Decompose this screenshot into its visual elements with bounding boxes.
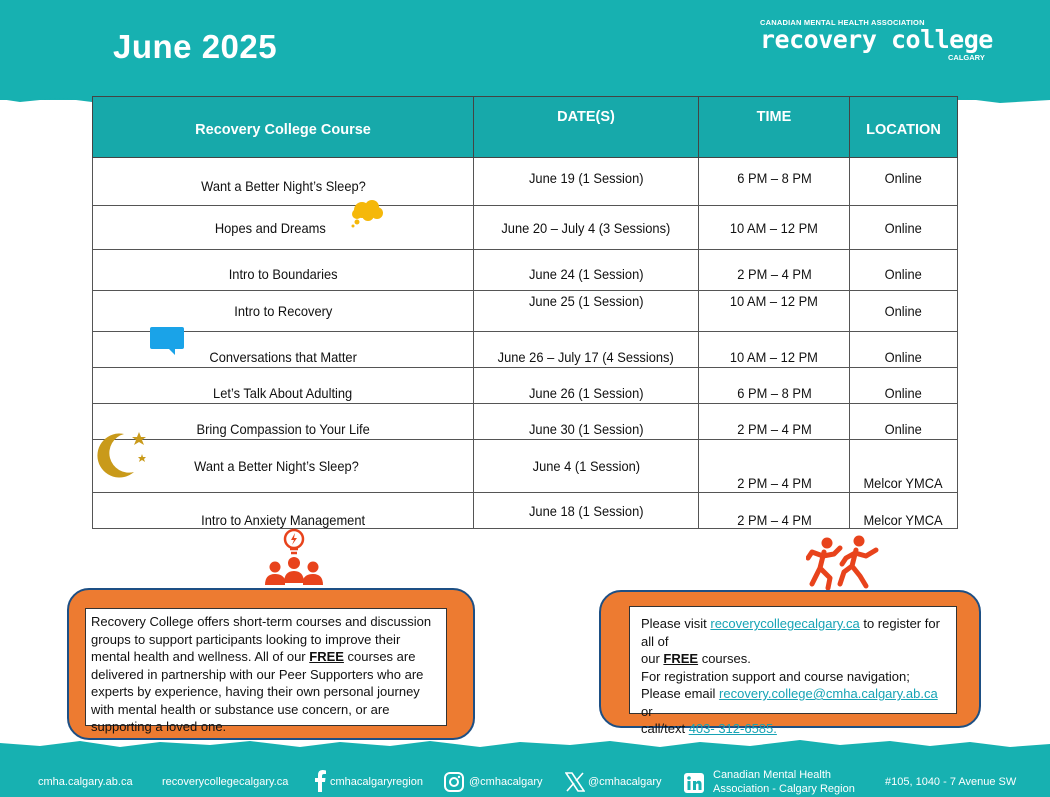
torn-edge-bottom: [0, 738, 1050, 754]
course-name: Want a Better Night’s Sleep?: [200, 177, 366, 194]
course-time: 6 PM – 8 PM: [736, 170, 812, 186]
header-dates: DATE(S): [474, 97, 699, 158]
dancing-people-icon: [806, 534, 880, 590]
course-time: 2 PM – 4 PM: [736, 512, 812, 528]
linkedin-icon[interactable]: [684, 773, 704, 793]
course-dates: June 30 (1 Session): [528, 420, 644, 437]
free-label: FREE: [309, 649, 344, 664]
course-dates: June 4 (1 Session): [532, 458, 640, 474]
page-title: June 2025: [113, 28, 278, 65]
about-text: Recovery College offers short-term courses and discussion groups to support participants looking to improve their mental health and wellness. All of our: [91, 614, 432, 664]
course-dates: June 25 (1 Session): [528, 293, 644, 309]
register-text-box: [629, 606, 957, 736]
footer-website-cmha[interactable]: cmha.calgary.ab.ca: [38, 776, 133, 788]
course-location: Online: [884, 219, 923, 236]
course-name: Intro to Recovery: [233, 303, 333, 319]
course-schedule-table: [92, 96, 958, 529]
course-location: Melcor YMCA: [863, 512, 944, 528]
website-link[interactable]: recoverycollegecalgary.ca: [710, 616, 860, 631]
course-dates: June 20 – July 4 (3 Sessions): [501, 219, 671, 236]
register-line-2: [641, 650, 950, 668]
course-location: Online: [884, 420, 923, 437]
table-row: [93, 206, 958, 250]
course-dates: June 19 (1 Session): [528, 170, 644, 186]
x-icon[interactable]: [565, 772, 585, 792]
logo-association: CANADIAN MENTAL HEALTH ASSOCIATION: [760, 18, 925, 27]
header-location: LOCATION: [850, 97, 958, 158]
course-time: 2 PM – 4 PM: [736, 475, 812, 491]
course-time: 2 PM – 4 PM: [736, 266, 812, 282]
phone-link[interactable]: 403- 312-6585.: [688, 721, 777, 736]
footer-band: [0, 752, 1050, 797]
course-location: Online: [884, 266, 923, 282]
facebook-icon[interactable]: [313, 770, 327, 792]
course-name: Conversations that Matter: [209, 348, 357, 365]
course-dates: June 18 (1 Session): [528, 503, 644, 519]
course-time: 10 AM – 12 PM: [729, 293, 819, 309]
course-name: Intro to Boundaries: [228, 266, 338, 282]
table-row: [93, 368, 958, 404]
courses-text: courses.: [698, 651, 751, 666]
footer-linkedin-line-1[interactable]: Canadian Mental Health: [713, 769, 832, 781]
register-line-5: [641, 720, 950, 738]
footer-website-rc[interactable]: recoverycollegecalgary.ca: [162, 776, 289, 788]
footer-linkedin-line-2[interactable]: Association - Calgary Region: [713, 783, 855, 795]
visit-suffix: to register for all of: [641, 616, 940, 649]
header-time: TIME: [699, 97, 850, 158]
course-location: Online: [884, 303, 923, 319]
instagram-icon[interactable]: [444, 772, 464, 792]
footer-instagram[interactable]: @cmhacalgary: [469, 776, 543, 788]
email-suffix: or: [641, 703, 653, 719]
footer-address: #105, 1040 - 7 Avenue SW: [885, 776, 1017, 788]
table-row: [93, 332, 958, 368]
course-location: Online: [884, 384, 923, 401]
course-location: Online: [884, 170, 923, 186]
course-name: Want a Better Night’s Sleep?: [193, 458, 359, 474]
table-row: [93, 250, 958, 291]
table-row: [93, 291, 958, 332]
lightbulb-people-icon: [263, 527, 325, 587]
course-time: 10 AM – 12 PM: [729, 348, 819, 365]
footer-x[interactable]: @cmhacalgary: [588, 776, 662, 788]
course-name: Hopes and Dreams: [214, 219, 326, 236]
course-dates: June 24 (1 Session): [528, 266, 644, 282]
table-row: [93, 404, 958, 440]
moon-stars-icon: [94, 430, 150, 478]
about-text-box: [85, 608, 447, 734]
speech-bubble-icon: [149, 326, 185, 356]
logo-city: CALGARY: [948, 53, 985, 62]
course-location: Melcor YMCA: [863, 475, 944, 491]
course-name: Let’s Talk About Adulting: [213, 384, 353, 401]
course-location: Online: [884, 348, 923, 365]
register-line-4: [641, 685, 950, 720]
table-row: [93, 158, 958, 206]
table-row: [93, 440, 958, 493]
support-line: For registration support and course navigation;: [641, 668, 910, 684]
thought-bubble-icon: [348, 198, 386, 228]
email-prefix: Please email: [641, 686, 720, 701]
logo-name: recovery college: [760, 25, 993, 54]
course-time: 6 PM – 8 PM: [736, 384, 812, 401]
visit-text: Please visit: [641, 616, 711, 631]
register-line-1: [641, 615, 950, 650]
free-label: FREE: [663, 651, 699, 666]
table-row: [93, 493, 958, 529]
header-course: Recovery College Course: [93, 97, 474, 158]
course-time: 10 AM – 12 PM: [729, 219, 819, 236]
table-header-row: [93, 97, 958, 158]
email-link[interactable]: recovery.college@cmha.calgary.ab.ca: [719, 686, 938, 701]
about-text-rest: courses are delivered in partnership with our Peer Supporters who are experts by experience, having their own personal journey with mental health or substance use concern, or are supporting a loved one.: [91, 649, 424, 734]
call-prefix: call/text: [641, 721, 689, 736]
our-text: our: [641, 651, 664, 666]
course-dates: June 26 (1 Session): [528, 384, 644, 401]
footer-facebook[interactable]: cmhacalgaryregion: [330, 776, 423, 788]
course-time: 2 PM – 4 PM: [736, 420, 812, 437]
course-name: Bring Compassion to Your Life: [196, 420, 370, 437]
course-dates: June 26 – July 17 (4 Sessions): [497, 348, 675, 365]
course-name: Intro to Anxiety Management: [201, 512, 365, 528]
recovery-college-logo: [760, 18, 993, 62]
